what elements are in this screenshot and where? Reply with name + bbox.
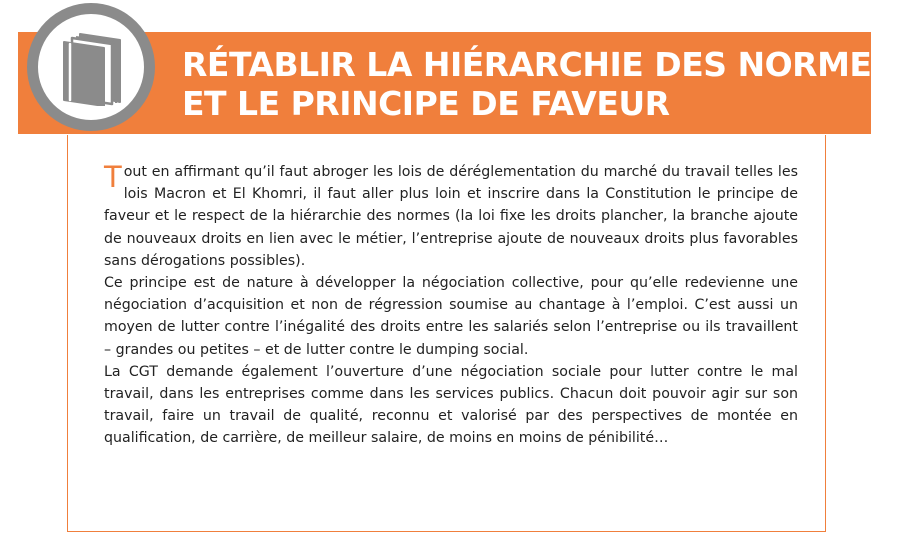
drop-cap: T: [104, 160, 122, 194]
paragraph-3: La CGT demande également l’ouverture d’une négociation sociale pour lutter contre le mal travail, dans les entreprises comme dans les services publics. Chacun doit pouvoir agir sur son travail, faire un travail de qualité, reconnu et valorisé par des perspectives de montée en qualification, de carrière, de meilleur salaire, de moins en moins de pénibilité…: [104, 363, 798, 447]
book-icon: [58, 30, 126, 106]
article-body: [104, 161, 798, 450]
paragraph-1: [104, 161, 798, 272]
title-line-2: ET LE PRINCIPE DE FAVEUR: [182, 84, 670, 123]
paragraph-1-text: out en affirmant qu’il faut abroger les lois de déréglementation du marché du travail telles les lois Macron et El Khomri, il faut aller plus loin et inscrire dans la Constitution le principe de faveur et le respect de la hiérarchie des normes (la loi fixe les droits plancher, la branche ajoute de nouveaux droits en lien avec le métier, l’entreprise ajoute de nouveaux droits plus favorables sans dérogations possibles).: [104, 164, 798, 269]
title-line-1: RÉTABLIR LA HIÉRARCHIE DES NORMES: [182, 45, 895, 84]
book-badge: [27, 3, 155, 131]
page-title: [182, 45, 895, 123]
paragraph-2: Ce principe est de nature à développer la négociation collective, pour qu’elle redevienne une négociation d’acquisition et non de régression soumise au chantage à l’emploi. C’est aussi un moyen de lutter contre l’inégalité des droits entre les salariés selon l’entreprise ou ils travaillent – grandes ou petites – et de lutter contre le dumping social.: [104, 275, 798, 358]
